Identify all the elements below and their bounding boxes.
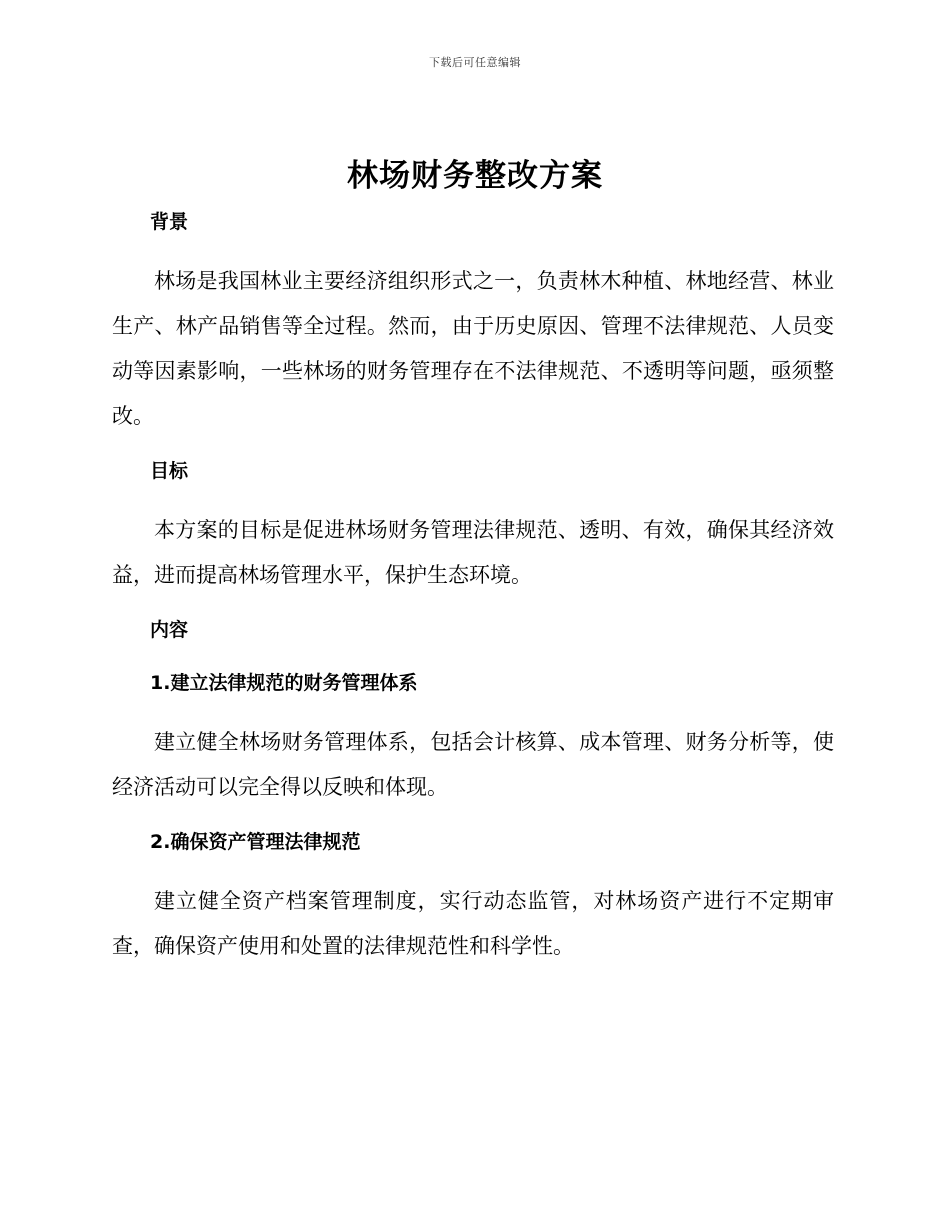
- paragraph-background: 林场是我国林业主要经济组织形式之一，负责林木种植、林地经营、林业生产、林产品销售等全过程。然而，由于历史原因、管理不法律规范、人员变动等因素影响，一些林场的财务管理存在不法律规范、不透明等问题，亟须整改。: [112, 269, 834, 428]
- paragraph-asset-management: 建立健全资产档案管理制度，实行动态监管，对林场资产进行不定期审查，确保资产使用和处置的法律规范性和科学性。: [112, 889, 834, 958]
- document-body: [112, 206, 834, 985]
- paragraph-goal: 本方案的目标是促进林场财务管理法律规范、透明、有效，确保其经济效益，进而提高林场管理水平，保护生态环境。: [112, 518, 834, 587]
- document-title: 林场财务整改方案: [347, 158, 603, 194]
- section-heading-asset-management: 2.确保资产管理法律规范: [150, 831, 361, 853]
- section-heading-financial-system: 1.建立法律规范的财务管理体系: [150, 672, 418, 694]
- section-heading-content: 内容: [150, 619, 189, 641]
- paragraph-financial-system: 建立健全林场财务管理体系，包括会计核算、成本管理、财务分析等，使经济活动可以完全得以反映和体现。: [112, 730, 834, 799]
- section-heading-goal: 目标: [150, 460, 189, 482]
- header-note: 下载后可任意编辑: [429, 56, 521, 69]
- section-heading-background: 背景: [150, 211, 189, 233]
